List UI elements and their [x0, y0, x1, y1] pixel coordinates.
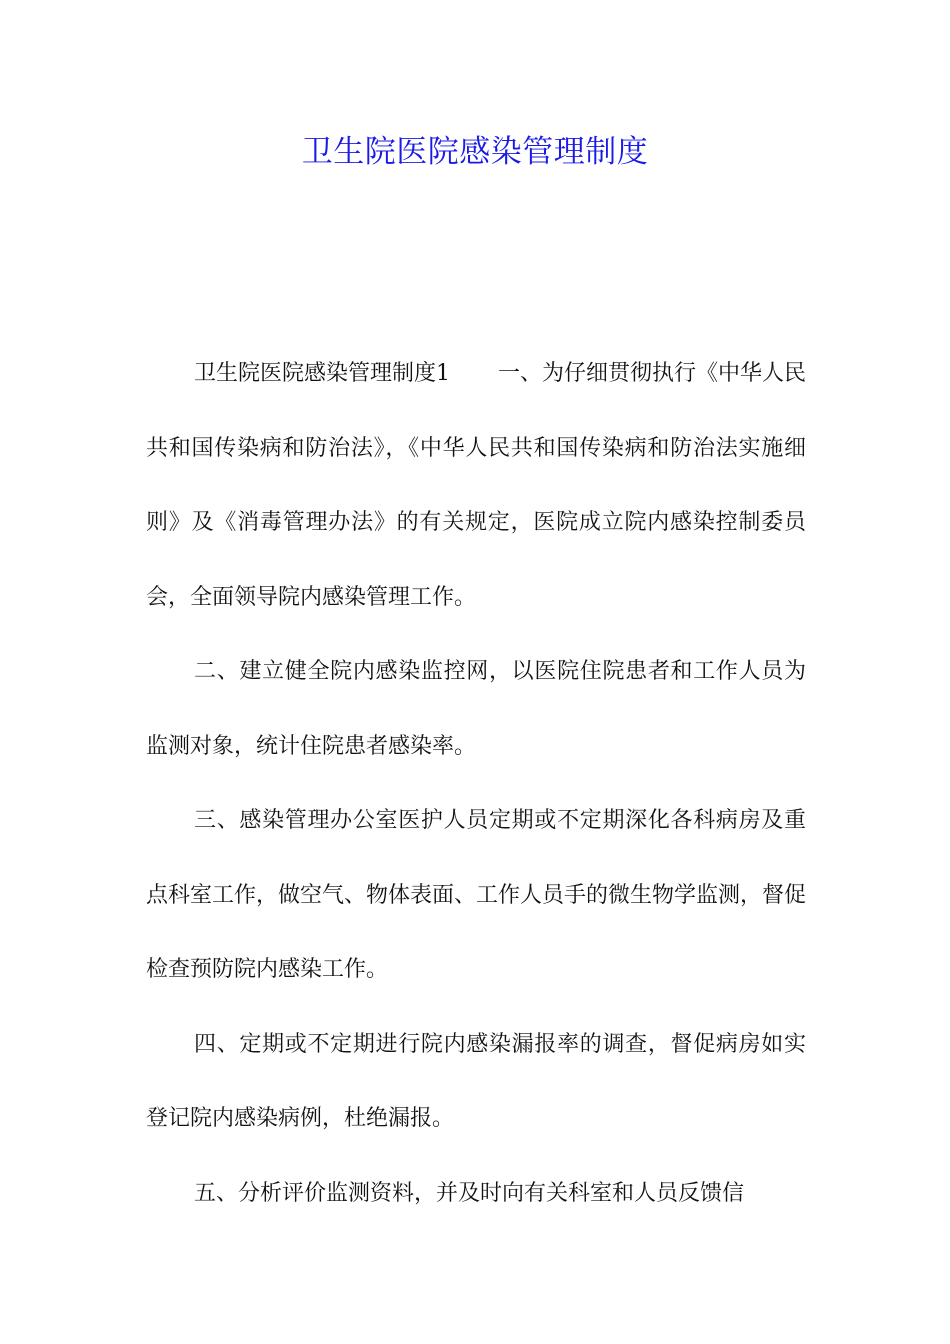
paragraph-lead: 卫生院医院感染管理制度1 — [194, 361, 450, 386]
paragraph-4: 四、定期或不定期进行院内感染漏报率的调查，督促病房如实登记院内感染病例，杜绝漏报。 — [146, 1031, 806, 1131]
paragraph-text: 一、为仔细贯彻执行《中华人民共和国传染病和防治法》，《中华人民共和国传染病和防治法实施细则》及《消毒管理办法》的有关规定，医院成立院内感染控制委员会，全面领导院内感染管理工作。 — [146, 361, 807, 610]
paragraph-3: 三、感染管理办公室医护人员定期或不定期深化各科病房及重点科室工作，做空气、物体表面、工作人员手的微生物学监测，督促检查预防院内感染工作。 — [146, 808, 807, 982]
document-title: 卫生院医院感染管理制度 — [301, 134, 649, 170]
paragraph-5: 五、分析评价监测资料，并及时向有关科室和人员反馈信 — [194, 1180, 745, 1206]
document-body — [146, 337, 806, 1231]
paragraph-2: 二、建立健全院内感染监控网，以医院住院患者和工作人员为监测对象，统计住院患者感染率。 — [146, 659, 806, 759]
paragraph-1 — [146, 337, 806, 635]
